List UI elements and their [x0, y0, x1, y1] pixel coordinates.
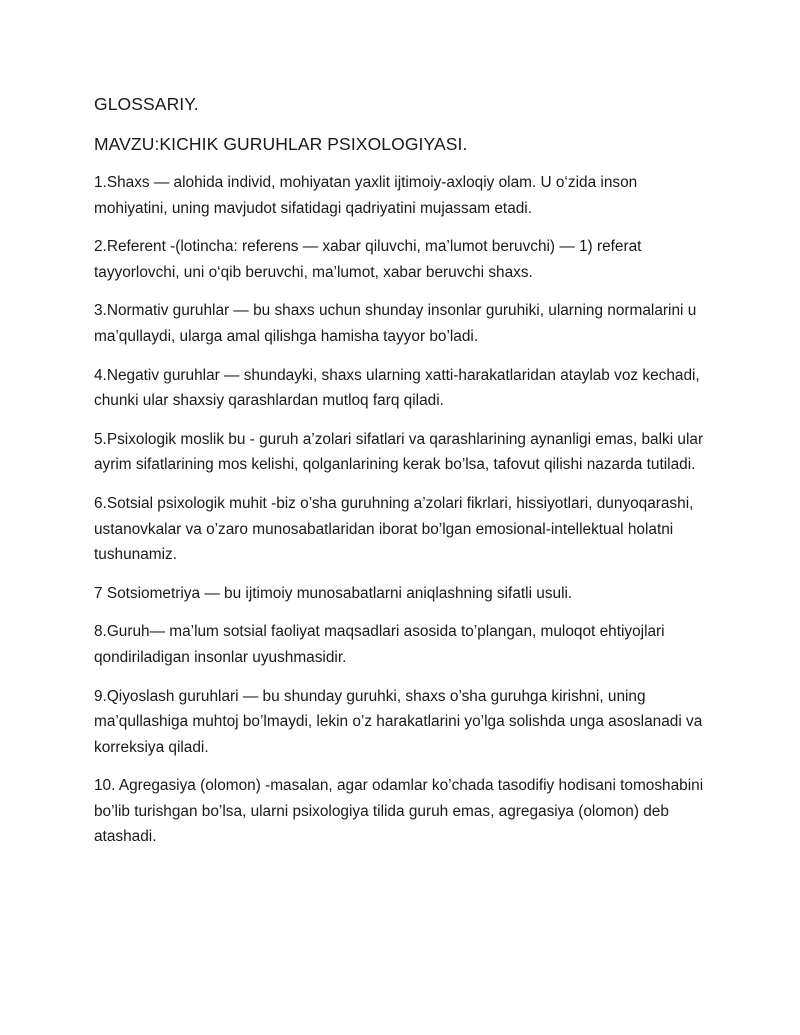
glossary-entry-8: 8.Guruh— ma’lum sotsial faoliyat maqsadlari asosida to’plangan, muloqot ehtiyojlari qondiriladigan insonlar uyushmasidir. [94, 623, 665, 666]
document-topic: MAVZU:KICHIK GURUHLAR PSIXOLOGIYASI. [94, 134, 468, 154]
glossary-entry-9: 9.Qiyoslash guruhlari — bu shunday guruhki, shaxs o’sha guruhga kirishni, uning ma’qullashiga muhtoj bo’lmaydi, lekin o’z harakatlarini yo’lga solishda unga asoslanadi va korreksiya qiladi. [94, 687, 703, 756]
glossary-entry-2: 2.Referent -(lotincha: referens — xabar qiluvchi, ma’lumot beruvchi) — 1) referat tayyorlovchi, uni o‘qib beruvchi, ma’lumot, xabar beruvchi shaxs. [94, 238, 642, 281]
document-title: GLOSSARIY. [94, 94, 199, 114]
document-page [94, 92, 714, 863]
glossary-entry-4: 4.Negativ guruhlar — shundayki, shaxs ularning xatti-harakatlaridan ataylab voz kechadi, chunki ular shaxsiy qarashlardan mutloq farq qiladi. [94, 366, 700, 410]
glossary-entry-3: 3.Normativ guruhlar — bu shaxs uchun shunday insonlar guruhiki, ularning normalarini u ma’qullaydi, ularga amal qilishga hamisha tayyor bo’ladi. [94, 302, 697, 345]
glossary-entry-10: 10. Agregasiya (olomon) -masalan, agar odamlar ko’chada tasodifiy hodisani tomoshabini bo’lib turishgan bo’lsa, ularni psixologiya tilida guruh emas, agregasiya (olomon) deb atashadi. [94, 777, 704, 846]
glossary-entry-1: 1.Shaxs — alohida individ, mohiyatan yaxlit ijtimoiy-axloqiy olam. U o‘zida inson mohiyatini, uning mavjudot sifatidagi qadriyatini mujassam etadi. [94, 174, 638, 217]
glossary-entry-6: 6.Sotsial psixologik muhit -biz o’sha guruhning a’zolari fikrlari, hissiyotlari, dunyoqarashi, ustanovkalar va o’zaro munosabatlaridan iborat bo’lgan emosional-intellektual holatni tushunamiz. [94, 494, 694, 564]
glossary-entry-5: 5.Psixologik moslik bu - guruh a’zolari sifatlari va qarashlarining aynanligi emas, balki ular ayrim sifatlarining mos kelishi, qolganlarining kerak bo’lsa, tafovut qilishi nazarda tutiladi. [94, 430, 704, 474]
glossary-entry-7: 7 Sotsiometriya — bu ijtimoiy munosabatlarni aniqlashning sifatli usuli. [94, 584, 573, 602]
